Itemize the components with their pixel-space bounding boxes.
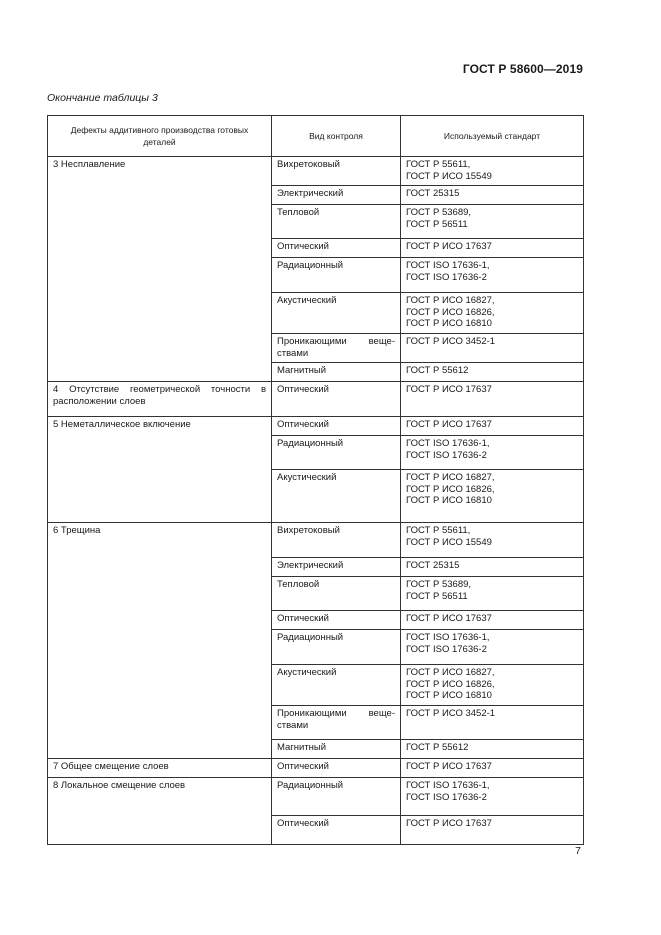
- standard-reference: ГОСТ ISO 17636-1,: [406, 260, 490, 271]
- standard-cell: [401, 740, 584, 759]
- control-type-cell: Электрический: [272, 186, 401, 205]
- standard-reference: ГОСТ Р ИСО 16827,: [406, 295, 495, 306]
- standard-reference: ГОСТ ISO 17636-2: [406, 643, 487, 655]
- control-type-cell: Акустический: [272, 293, 401, 334]
- standard-cell: [401, 816, 584, 845]
- standard-reference: ГОСТ Р 56511: [406, 218, 468, 230]
- control-type-cell: Оптический: [272, 611, 401, 630]
- table-caption: Окончание таблицы 3: [47, 92, 158, 104]
- standard-reference: ГОСТ Р ИСО 3452-1: [406, 708, 496, 719]
- standard-cell: [401, 293, 584, 334]
- defect-cell: 4 Отсутствие геометрической точности в расположении слоев: [48, 382, 272, 417]
- standard-cell: [401, 706, 584, 740]
- control-type-cell: Оптический: [272, 759, 401, 778]
- control-type-cell: Акустический: [272, 470, 401, 523]
- control-type-cell: Радиационный: [272, 436, 401, 470]
- table-row: [48, 157, 584, 186]
- defect-cell: 3 Несплавление: [48, 157, 272, 382]
- table-header-row: [48, 116, 584, 157]
- standard-cell: [401, 363, 584, 382]
- standard-reference: ГОСТ Р ИСО 17637: [406, 419, 492, 430]
- control-type-cell: Тепловой: [272, 577, 401, 611]
- standard-reference: ГОСТ Р 55611,: [406, 159, 471, 170]
- standard-reference: ГОСТ Р ИСО 3452-1: [406, 336, 496, 347]
- column-header-defects: Дефекты аддитивного производства готовых деталей: [48, 116, 272, 157]
- standard-reference: ГОСТ Р 55612: [406, 742, 469, 753]
- standard-cell: [401, 436, 584, 470]
- standard-cell: [401, 630, 584, 665]
- control-type-cell: Акустический: [272, 665, 401, 706]
- column-header-standard: Используемый стандарт: [401, 116, 584, 157]
- standard-cell: [401, 778, 584, 816]
- standard-reference: ГОСТ Р ИСО 16827,: [406, 472, 495, 483]
- standard-reference: ГОСТ Р ИСО 17637: [406, 818, 492, 829]
- standard-reference: ГОСТ Р ИСО 17637: [406, 241, 492, 252]
- standard-cell: [401, 334, 584, 363]
- table-row: [48, 523, 584, 558]
- page-number: 7: [575, 845, 581, 857]
- control-type-cell: Оптический: [272, 239, 401, 258]
- standard-reference: ГОСТ Р ИСО 17637: [406, 384, 492, 395]
- standard-reference: ГОСТ Р ИСО 16810: [406, 318, 492, 329]
- standard-reference: ГОСТ Р 53689,: [406, 579, 472, 590]
- standard-reference: ГОСТ Р ИСО 15549: [406, 170, 492, 182]
- standard-reference: ГОСТ Р ИСО 17637: [406, 613, 492, 624]
- defect-cell: 7 Общее смещение слоев: [48, 759, 272, 778]
- table-body: [48, 157, 584, 845]
- standard-reference: ГОСТ ISO 17636-2: [406, 271, 487, 283]
- standard-cell: [401, 205, 584, 239]
- standard-reference: ГОСТ 25315: [406, 560, 460, 571]
- defect-cell: 5 Неметаллическое включение: [48, 417, 272, 523]
- control-type-cell: Оптический: [272, 382, 401, 417]
- standard-reference: ГОСТ Р ИСО 16810: [406, 495, 492, 506]
- control-type-cell: Магнитный: [272, 363, 401, 382]
- control-type-cell: Оптический: [272, 417, 401, 436]
- standard-reference: ГОСТ Р 55611,: [406, 525, 471, 536]
- document-standard-number: ГОСТ Р 58600—2019: [462, 62, 583, 76]
- standard-reference: ГОСТ Р ИСО 16826,: [406, 483, 495, 495]
- defect-cell: 6 Трещина: [48, 523, 272, 759]
- standard-reference: ГОСТ ISO 17636-2: [406, 449, 487, 461]
- control-type-cell: Оптический: [272, 816, 401, 845]
- standard-cell: [401, 759, 584, 778]
- control-type-cell: Вихретоковый: [272, 157, 401, 186]
- standard-reference: ГОСТ ISO 17636-2: [406, 791, 487, 803]
- control-type-cell: [272, 706, 401, 740]
- control-type-line: Проникающими веще-: [277, 708, 395, 719]
- standard-cell: [401, 523, 584, 558]
- standard-cell: [401, 382, 584, 417]
- standard-reference: ГОСТ Р ИСО 17637: [406, 761, 492, 772]
- standard-reference: ГОСТ ISO 17636-1,: [406, 780, 490, 791]
- standard-reference: ГОСТ Р ИСО 16826,: [406, 306, 495, 318]
- standard-cell: [401, 417, 584, 436]
- table-row: [48, 382, 584, 417]
- standard-cell: [401, 258, 584, 293]
- standard-reference: ГОСТ Р ИСО 16826,: [406, 678, 495, 690]
- standard-cell: [401, 157, 584, 186]
- standard-cell: [401, 186, 584, 205]
- standard-reference: ГОСТ Р ИСО 16810: [406, 690, 492, 701]
- table-row: [48, 759, 584, 778]
- control-type-line: ствами: [277, 347, 309, 359]
- standards-table: [47, 115, 584, 845]
- standard-reference: ГОСТ Р ИСО 16827,: [406, 667, 495, 678]
- control-type-cell: Магнитный: [272, 740, 401, 759]
- defect-cell: 8 Локальное смещение слоев: [48, 778, 272, 845]
- standard-reference: ГОСТ Р 56511: [406, 590, 468, 602]
- control-type-cell: Вихретоковый: [272, 523, 401, 558]
- control-type-line: ствами: [277, 719, 309, 731]
- standard-cell: [401, 611, 584, 630]
- control-type-cell: Электрический: [272, 558, 401, 577]
- control-type-cell: [272, 334, 401, 363]
- standard-reference: ГОСТ ISO 17636-1,: [406, 632, 490, 643]
- standard-cell: [401, 665, 584, 706]
- standard-cell: [401, 470, 584, 523]
- standard-cell: [401, 239, 584, 258]
- standard-cell: [401, 577, 584, 611]
- control-type-cell: Радиационный: [272, 258, 401, 293]
- standard-reference: ГОСТ 25315: [406, 188, 460, 199]
- standard-cell: [401, 558, 584, 577]
- table-row: [48, 417, 584, 436]
- column-header-control-type: Вид контроля: [272, 116, 401, 157]
- standard-reference: ГОСТ ISO 17636-1,: [406, 438, 490, 449]
- control-type-line: Проникающими веще-: [277, 336, 395, 347]
- table-row: [48, 778, 584, 816]
- standard-reference: ГОСТ Р 53689,: [406, 207, 472, 218]
- control-type-cell: Тепловой: [272, 205, 401, 239]
- control-type-cell: Радиационный: [272, 778, 401, 816]
- control-type-cell: Радиационный: [272, 630, 401, 665]
- standard-reference: ГОСТ Р 55612: [406, 365, 469, 376]
- standard-reference: ГОСТ Р ИСО 15549: [406, 536, 492, 548]
